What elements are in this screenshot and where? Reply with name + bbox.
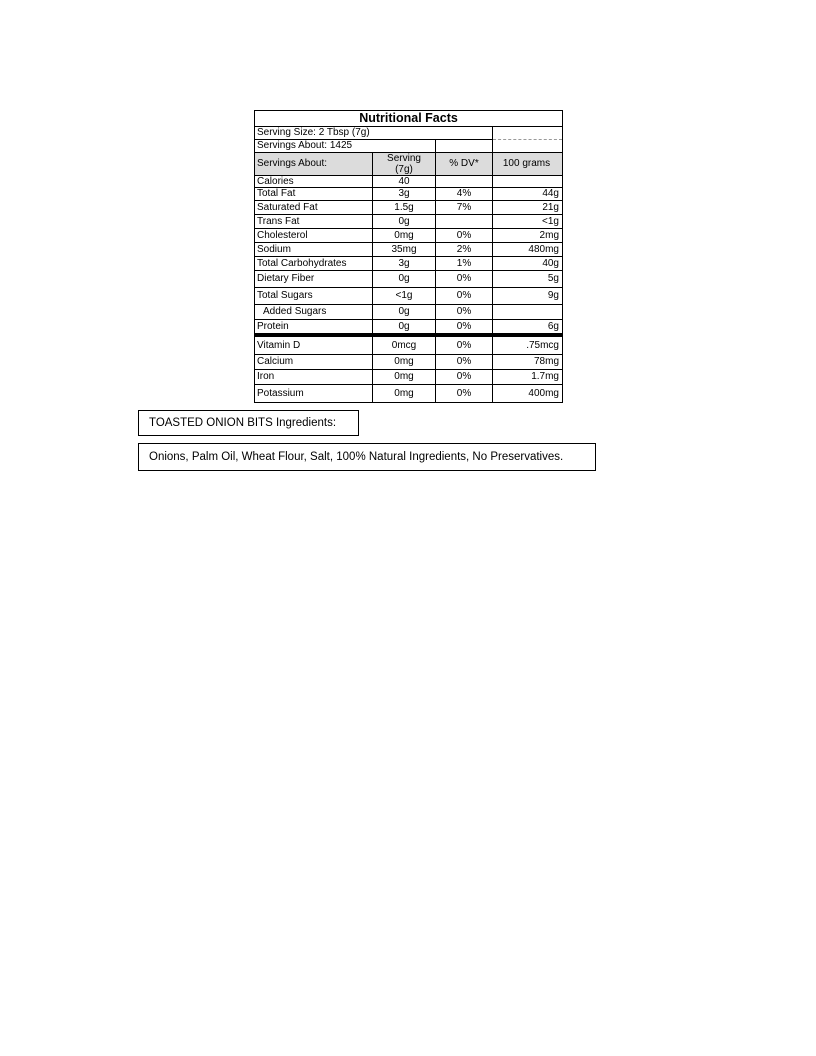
ingredients-text-box (138, 443, 596, 471)
nutrient-100g: 400mg (493, 385, 563, 403)
nutrient-serving: 3g (373, 188, 436, 201)
nutrient-dv: 0% (436, 320, 493, 336)
nutrient-dv: 0% (436, 305, 493, 320)
nutrient-row (255, 335, 563, 355)
nutrient-serving: 0g (373, 215, 436, 229)
nutrient-row (255, 257, 563, 271)
nutrient-dv (436, 215, 493, 229)
nutrient-serving: <1g (373, 288, 436, 305)
nutrient-name: Saturated Fat (255, 201, 373, 215)
nutrient-serving: 1.5g (373, 201, 436, 215)
nutrient-100g: 2mg (493, 229, 563, 243)
nutrient-serving: 0mg (373, 370, 436, 385)
nutrient-name: Calories (255, 176, 373, 188)
nutrient-serving: 0mg (373, 355, 436, 370)
nutrient-dv: 0% (436, 271, 493, 288)
nutrient-100g: 40g (493, 257, 563, 271)
nutrient-serving: 0g (373, 320, 436, 336)
nutrient-serving: 0mcg (373, 335, 436, 355)
column-header-row (255, 153, 563, 176)
nutrient-dv: 7% (436, 201, 493, 215)
ingredients-heading-box (138, 410, 359, 436)
nutrient-row (255, 243, 563, 257)
nutrient-dv: 1% (436, 257, 493, 271)
nutrient-serving: 0g (373, 271, 436, 288)
servings-about: Servings About: 1425 (255, 140, 436, 153)
nutrient-100g: 1.7mg (493, 370, 563, 385)
nutrient-dv: 4% (436, 188, 493, 201)
header-100g: 100 grams (493, 153, 563, 176)
nutrient-serving: 0g (373, 305, 436, 320)
nutrient-name: Cholesterol (255, 229, 373, 243)
nutrient-row (255, 229, 563, 243)
nutrient-100g: 480mg (493, 243, 563, 257)
nutrient-100g: <1g (493, 215, 563, 229)
nutrient-dv: 0% (436, 288, 493, 305)
nutrient-name: Total Carbohydrates (255, 257, 373, 271)
nutrition-title: Nutritional Facts (255, 111, 563, 127)
header-dv: % DV* (436, 153, 493, 176)
nutrient-row (255, 370, 563, 385)
nutrient-name: Total Sugars (255, 288, 373, 305)
nutrient-dv: 0% (436, 385, 493, 403)
nutrient-row (255, 320, 563, 336)
nutrient-row (255, 201, 563, 215)
nutrient-100g: 44g (493, 188, 563, 201)
nutrient-name: Vitamin D (255, 335, 373, 355)
nutrient-name: Protein (255, 320, 373, 336)
nutrient-dv: 0% (436, 335, 493, 355)
nutrient-100g: 6g (493, 320, 563, 336)
nutrient-name: Sodium (255, 243, 373, 257)
nutrient-dv: 2% (436, 243, 493, 257)
nutrient-dv: 0% (436, 355, 493, 370)
nutrient-name: Added Sugars (255, 305, 373, 320)
nutrient-100g: 78mg (493, 355, 563, 370)
nutrient-serving: 40 (373, 176, 436, 188)
nutrient-row (255, 305, 563, 320)
nutrient-100g: 9g (493, 288, 563, 305)
nutrient-serving: 0mg (373, 385, 436, 403)
nutrient-serving: 3g (373, 257, 436, 271)
nutrient-dv: 0% (436, 229, 493, 243)
header-name: Servings About: (255, 153, 373, 176)
nutrient-row (255, 176, 563, 188)
serving-size: Serving Size: 2 Tbsp (7g) (255, 127, 493, 140)
nutrient-name: Calcium (255, 355, 373, 370)
nutrient-name: Iron (255, 370, 373, 385)
nutrient-row (255, 188, 563, 201)
nutrient-dv: 0% (436, 370, 493, 385)
header-serving: Serving (7g) (373, 153, 436, 176)
nutrient-row (255, 288, 563, 305)
nutrient-name: Dietary Fiber (255, 271, 373, 288)
ingredients-heading: TOASTED ONION BITS Ingredients: (149, 417, 337, 429)
nutrient-serving: 0mg (373, 229, 436, 243)
nutrient-100g: 5g (493, 271, 563, 288)
nutrient-row (255, 355, 563, 370)
nutrient-100g (493, 305, 563, 320)
nutrient-name: Trans Fat (255, 215, 373, 229)
nutrient-100g: .75mcg (493, 335, 563, 355)
nutrient-dv (436, 176, 493, 188)
ingredients-text: Onions, Palm Oil, Wheat Flour, Salt, 100% Natural Ingredients, No Preservatives. (149, 451, 564, 463)
nutrient-row (255, 271, 563, 288)
nutrient-100g: 21g (493, 201, 563, 215)
nutrient-name: Potassium (255, 385, 373, 403)
nutrient-100g (493, 176, 563, 188)
nutrition-facts-table (254, 110, 563, 403)
nutrient-name: Total Fat (255, 188, 373, 201)
nutrient-row (255, 215, 563, 229)
nutrient-serving: 35mg (373, 243, 436, 257)
nutrient-row (255, 385, 563, 403)
